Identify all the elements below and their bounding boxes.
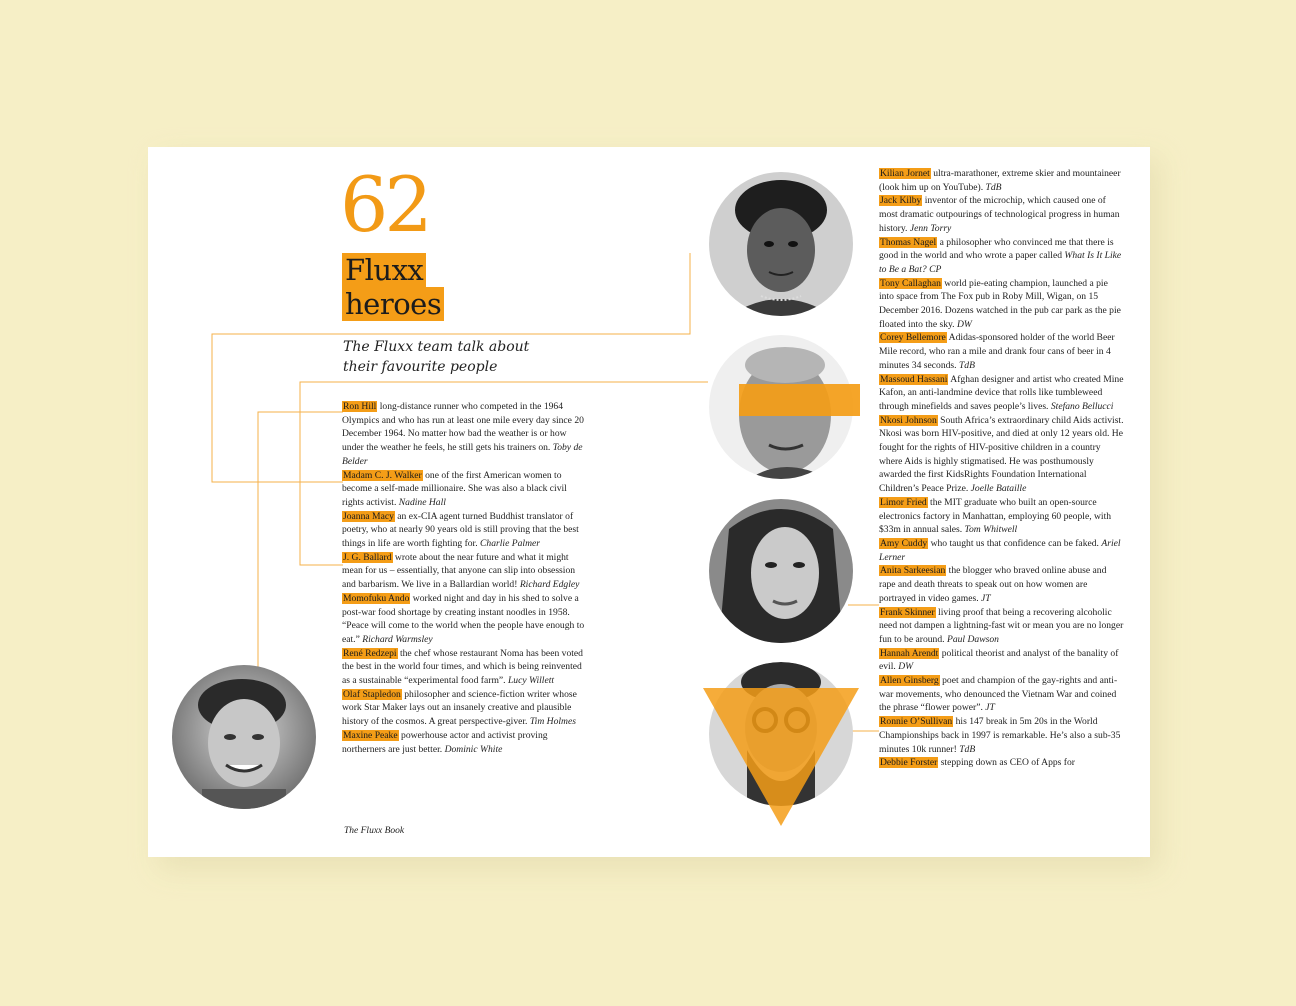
- hero-description: the MIT graduate who built an open-source electronics factory in Manhattan, employing 60 people, with $33m in annual sales.: [879, 496, 1112, 536]
- subtitle: The Fluxx team talk about their favourite people: [343, 339, 530, 375]
- hero-name: Anita Sarkeesian: [880, 565, 946, 577]
- hero-description: living proof that being a recovering alcoholic need not dampen a lightning-fast wit or mean you are no longer fun to be around.: [879, 606, 1124, 645]
- hero-description: worked night and day in his shed to solve a post-war food shortage by creating instant noodles in 1958. “Peace will come to the world when the people have enough to eat.”: [342, 592, 585, 645]
- title-line-1: Fluxx: [342, 253, 426, 287]
- hero-description: Adidas-sponsored holder of the world Beer Mile record, who ran a mile and drank four cans of beer in 4 minutes 34 seconds.: [879, 332, 1115, 371]
- portrait-ron-hill: [172, 665, 316, 809]
- hero-description: powerhouse actor and activist proving northerners are just better.: [342, 729, 548, 755]
- feature-number: 62: [340, 160, 429, 249]
- hero-description: a philosopher who convinced me that there is good in the world and who wrote a paper called: [879, 236, 1114, 262]
- hero-contributor: DW: [956, 318, 972, 330]
- hero-description: wrote about the near future and what it might mean for us – essentially, that anyone can slip into obsession and barbarism. We live in a Ballardian world!: [342, 551, 576, 591]
- hero-entry: [879, 331, 1125, 372]
- hero-description: the chef whose restaurant Noma has been voted the best in the world four times, and which is being reinvented as a sustainable “experimental food farm”.: [342, 647, 583, 687]
- hero-description: poet and champion of the gay-rights and anti-war movements, who denounced the Vietnam War and coined the phrase “flower power”.: [879, 675, 1118, 714]
- left-column: [342, 400, 587, 756]
- hero-entry: [879, 236, 1125, 277]
- hero-entry: [342, 469, 587, 510]
- hero-name: J. G. Ballard: [343, 551, 392, 563]
- hero-name: Debbie Forster: [880, 757, 938, 769]
- hero-description: one of the first American women to become a self-made millionaire. She was also a black civil rights activist.: [342, 469, 567, 508]
- hero-name: Limor Fried: [880, 496, 927, 508]
- portrait-anita-sarkeesian: [709, 499, 853, 643]
- hero-contributor: Richard Warmsley: [362, 633, 433, 645]
- hero-entry: [879, 674, 1125, 715]
- hero-description: inventor of the microchip, which caused one of most dramatic outpourings of technological progress in human history.: [879, 195, 1120, 234]
- hero-name: Nkosi Johnson: [880, 414, 937, 426]
- hero-entry: [879, 194, 1125, 235]
- hero-contributor: Dominic White: [444, 743, 503, 755]
- hero-contributor: Lucy Willett: [507, 675, 555, 687]
- hero-name: Joanna Macy: [343, 510, 394, 522]
- hero-contributor: Toby de Belder: [342, 442, 583, 467]
- hero-entry: [879, 414, 1125, 496]
- eye-bar-overlay: [739, 384, 860, 416]
- hero-contributor: TdB: [959, 743, 976, 755]
- hero-description: philosopher and science-fiction writer whose work Star Maker lays out an insanely creative and plausible history of the cosmos. A great perspective-giver.: [342, 688, 577, 728]
- hero-name: Massoud Hassani: [880, 373, 948, 385]
- hero-name: Hannah Arendt: [880, 647, 939, 659]
- hero-description: ultra-marathoner, extreme skier and mountaineer (look him up on YouTube).: [879, 168, 1121, 193]
- hero-description: long-distance runner who competed in the 1964 Olympics and who has run at least one mile every day since 20 December 1964. No matter how bad the weather is or how under the weather he feels, he still gets his trainers on.: [342, 401, 584, 454]
- hero-entry: [342, 551, 587, 592]
- hero-name: Frank Skinner: [880, 606, 935, 618]
- hero-name: Tony Callaghan: [880, 277, 941, 289]
- hero-name: Jack Kilby: [880, 195, 922, 207]
- page-title: [342, 253, 444, 321]
- hero-entry: [342, 647, 587, 688]
- hero-name: Madam C. J. Walker: [343, 469, 422, 481]
- hero-description: world pie-eating champion, launched a pie into space from The Fox pub in Roby Mill, Wigan, on 15 December 2016. Dozens watched in the pub car park as the pie floated into the sky.: [879, 277, 1121, 330]
- hero-description: stepping down as CEO of Apps for: [938, 757, 1075, 769]
- hero-entry: [342, 592, 587, 647]
- hero-contributor: What Is It Like to Be a Bat? CP: [879, 250, 1122, 275]
- hero-entry: [879, 715, 1125, 756]
- hero-description: an ex-CIA agent turned Buddhist translator of poetry, who at nearly 90 years old is still proving that the best things in life are worth fighting for.: [342, 510, 579, 550]
- hero-name: Corey Bellemore: [880, 332, 946, 344]
- hero-description: the blogger who braved online abuse and rape and death threats to speak out on how women are portrayed in video games.: [879, 565, 1107, 604]
- hero-entry: [342, 400, 587, 469]
- hero-name: Kilian Jornet: [880, 168, 930, 179]
- hero-entry: [342, 729, 587, 756]
- hero-contributor: Stefano Bellucci: [1050, 400, 1114, 412]
- hero-entry: [879, 167, 1125, 194]
- hero-contributor: Ariel Lerner: [879, 537, 1121, 563]
- hero-entry: [342, 688, 587, 729]
- hero-name: Ronnie O’Sullivan: [880, 716, 953, 728]
- hero-description: Afghan designer and artist who created Mine Kafon, an anti-landmine device that rolls like tumbleweed through minefields and saves people’s lives.: [879, 373, 1124, 412]
- hero-contributor: Jenn Torry: [909, 222, 952, 234]
- hero-contributor: Charlie Palmer: [480, 538, 540, 550]
- hero-name: Maxine Peake: [343, 729, 398, 741]
- hero-entry: [879, 756, 1125, 770]
- hero-name: Ron Hill: [343, 401, 377, 412]
- right-column: [879, 167, 1125, 770]
- hero-entry: [342, 510, 587, 551]
- hero-description: political theorist and analyst of the banality of evil.: [879, 647, 1119, 673]
- hero-contributor: TdB: [958, 359, 975, 371]
- hero-description: who taught us that confidence can be faked.: [928, 537, 1102, 549]
- hero-name: Allen Ginsberg: [880, 675, 939, 687]
- hero-entry: [879, 496, 1125, 537]
- hero-name: Olaf Stapledon: [343, 688, 401, 700]
- hero-contributor: JT: [981, 592, 991, 604]
- footer: The Fluxx Book: [344, 826, 405, 836]
- hero-name: Amy Cuddy: [880, 537, 928, 549]
- hero-contributor: Joelle Bataille: [970, 483, 1027, 495]
- hero-contributor: Richard Edgley: [519, 579, 580, 591]
- hero-contributor: Nadine Hall: [398, 496, 446, 508]
- hero-contributor: Tim Holmes: [529, 716, 576, 728]
- magazine-page: [148, 147, 1150, 857]
- hero-entry: [879, 564, 1125, 605]
- hero-contributor: Tom Whitwell: [964, 524, 1018, 536]
- title-line-2: heroes: [342, 287, 444, 321]
- hero-entry: [879, 373, 1125, 414]
- hero-name: Momofuku Ando: [343, 592, 410, 604]
- triangle-overlay: [703, 688, 859, 828]
- hero-name: Thomas Nagel: [880, 236, 937, 248]
- hero-entry: [879, 537, 1125, 564]
- hero-contributor: Paul Dawson: [946, 633, 999, 645]
- hero-contributor: JT: [985, 702, 995, 714]
- portrait-madam-cj-walker: [709, 172, 853, 316]
- hero-contributor: TdB: [985, 181, 1002, 193]
- hero-description: South Africa’s extraordinary child Aids activist. Nkosi was born HIV-positive, and died at only 12 years old. He fought for the rights of HIV-positive children in a country where Aids is highly stigmatised. He was posthumously awarded the first KidsRights Foundation International Children’s Peace Prize.: [879, 414, 1124, 495]
- hero-entry: [879, 606, 1125, 647]
- hero-contributor: DW: [898, 661, 914, 673]
- hero-entry: [879, 277, 1125, 332]
- hero-description: his 147 break in 5m 20s in the World Championships back in 1997 is remarkable. He’s also a sub-35 minutes 10k runner!: [879, 716, 1121, 755]
- hero-name: René Redzepi: [343, 647, 397, 659]
- hero-entry: [879, 647, 1125, 674]
